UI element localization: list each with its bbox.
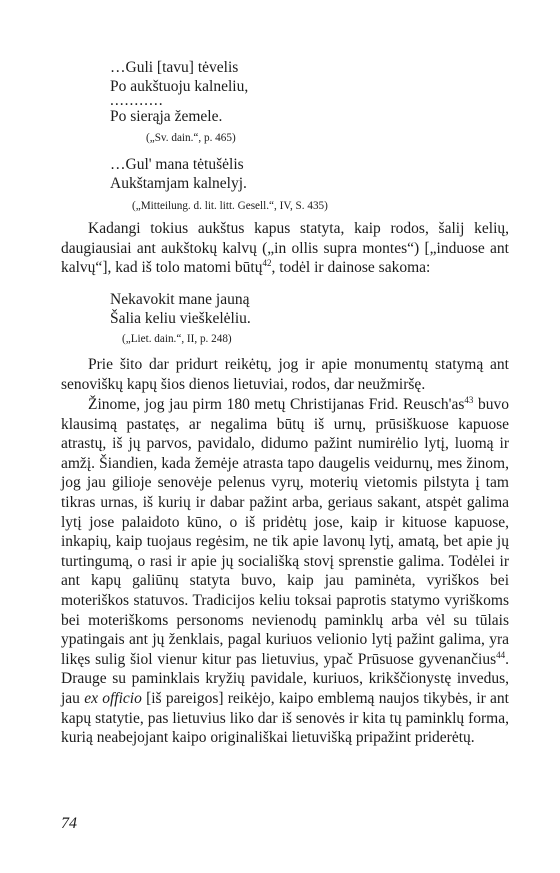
verse-3-citation: („Liet. dain.“, II, p. 248) <box>122 333 232 345</box>
footnote-ref-42: 42 <box>262 258 272 269</box>
verse-1-line-2: Po aukštuoju kalneliu, <box>110 78 249 95</box>
paragraph-3-text-a: Žinome, jog jau pirm 180 metų Christijanas Frid. Reusch'as <box>88 396 465 413</box>
paragraph-1-text-b: , todėl ir dainose sakoma: <box>271 259 431 277</box>
verse-3-line-2: Šalia keliu vieškelėliu. <box>110 310 251 327</box>
verse-1-citation: („Sv. dain.“, p. 465) <box>146 132 236 144</box>
page-number: 74 <box>61 815 77 832</box>
footnote-ref-44: 44 <box>496 649 506 660</box>
paragraph-1 <box>61 219 509 278</box>
paragraph-1-text-a: Kadangi tokius aukštus kapus statyta, kaip rodos, šalij kelių, daugiausiai ant aukštokų kalvų („in ollis supra montes“) [„induose ant kalvų“], kad iš tolo matomi būtų <box>61 220 509 277</box>
verse-1-line-1: …Guli [tavu] tėvelis <box>110 59 239 76</box>
verse-ellipsis: ........... <box>110 92 164 109</box>
paragraph-3 <box>61 395 509 748</box>
paragraph-3-text-d: [iš pareigos] reikėjo, kaipo emblemą naujos tikybės, ir ant kapų statytie, pas lietuvius liko dar iš senovės ir kita tų paminklų forma, kurią neabejojant kaipo originališkai lietuvišką pripažint priderėtų. <box>61 689 509 747</box>
verse-3-line-1: Nekavokit mane jauną <box>110 291 250 308</box>
paragraph-3-text-c: . Drauge su paminklais kryžių pavidale, kuriuos, krikščionystę invedus, jau <box>61 650 509 707</box>
paragraph-2-text: Prie šito dar pridurt reikėtų, jog ir apie monumentų statymą ant senoviškų kapų šios dienos lietuviai, rodos, dar neužmiršę. <box>61 356 509 393</box>
verse-2-citation: („Mitteilung. d. lit. litt. Gesell.“, IV, S. 435) <box>132 200 328 212</box>
paragraph-2 <box>61 355 509 394</box>
verse-1-line-3: Po sierąja žemele. <box>110 108 223 125</box>
paragraph-3-text-b: buvo klausimą pastatęs, ar negalima būtų iš urnų, prūsiškuose kapuose atrastų, iš jų parvos, pavidalo, didumo pažint numirėlio lytį, luomą ir amžį. Šiandien, kada žemėje atrasta tapo daugelis veidurnų, mes žinom, jog jau gilioje senovėje pelenus vyrų, moterių vietomis pilstyta į tam tikras urnas, iš kurių ir dabar pažint arba, geriaus sakant, atspėt galima lytį jose palaidoto kūno, o iš pridėtų jose, kaip ir kituose kapuose, inkapių, kaip tuojaus regėsim, ne tik apie lavonų lytį, amatą, bet apie jų turtingumą, o rasi ir apie jų sociališką stovį sprenstie galima. Todėlei ir ant kapų galiūnų statyta buvo, kaip jau paminėta, vyriškos bei moteriškos statuvos. Tradicijos keliu toksai paprotis statymo vyriškoms bei moteriškoms personoms nevienodų paminklų arba vėl su tūlais ypatingais ant jų ženklais, pagal kuriuos velionio lytį pažint galima, yra likęs sulig šiol vienur kitur pas lietuvius, ypač Prūsuose gyvenančius <box>61 396 509 668</box>
latin-phrase: ex officio <box>84 689 142 707</box>
verse-2-line-2: Aukštamjam kalnelyj. <box>110 175 247 192</box>
verse-2-line-1: …Gul' mana tėtušėlis <box>110 156 244 173</box>
footnote-ref-43: 43 <box>464 394 474 405</box>
